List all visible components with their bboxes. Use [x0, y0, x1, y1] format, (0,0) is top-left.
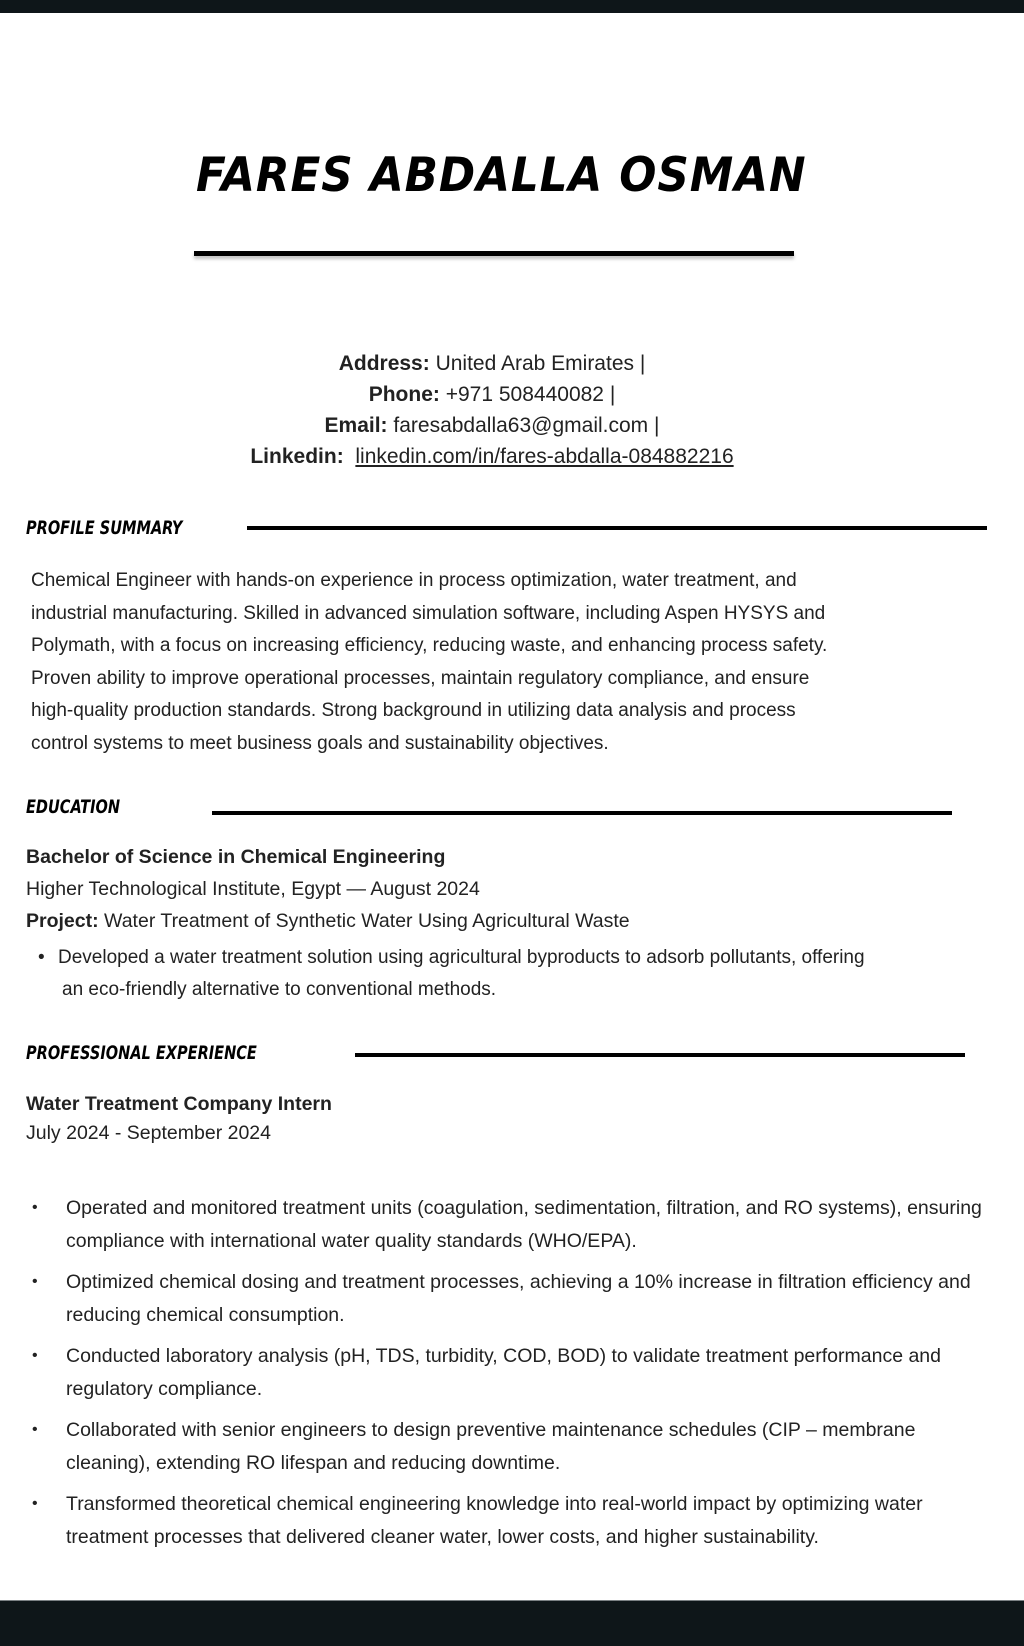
bullet-icon: • [32, 1495, 38, 1512]
contact-address [0, 348, 984, 379]
linkedin-label: Linkedin: [250, 445, 344, 468]
profile-line: Polymath, with a focus on increasing efficiency, reducing waste, and enhancing process safety. [31, 635, 828, 656]
name-underline [194, 251, 794, 256]
phone-label: Phone: [368, 383, 440, 406]
profile-line: control systems to meet business goals and sustainability objectives. [31, 732, 609, 754]
experience-bullet: • Optimized chemical dosing and treatment processes, achieving a 10% increase in filtration efficiency and reducing chemical consumption. [32, 1266, 992, 1331]
linkedin-link[interactable]: linkedin.com/in/fares-abdalla-084882216 [355, 445, 734, 468]
bullet-icon: • [32, 1199, 38, 1216]
phone-value: +971 508440082 | [445, 383, 616, 406]
education-bullet-line: an eco-friendly alternative to conventional methods. [62, 979, 497, 1000]
experience-heading: PROFESSIONAL EXPERIENCE [26, 1042, 257, 1064]
profile-summary-heading: PROFILE SUMMARY [26, 517, 183, 539]
email-value: faresabdalla63@gmail.com | [393, 414, 660, 437]
project-title: Water Treatment of Synthetic Water Using Agricultural Waste [104, 910, 630, 932]
degree: Bachelor of Science in Chemical Engineering [26, 846, 446, 868]
education-bullet-line: Developed a water treatment solution using agricultural byproducts to adsorb pollutants, offering [58, 947, 865, 968]
experience-role-block [26, 1090, 332, 1148]
bullet-icon: • [32, 1273, 38, 1290]
email-label: Email: [324, 414, 388, 437]
education-block [26, 841, 630, 937]
experience-bullet: • Conducted laboratory analysis (pH, TDS, turbidity, COD, BOD) to validate treatment performance and regulatory compliance. [32, 1340, 992, 1405]
education-rule [212, 811, 952, 815]
profile-line: Proven ability to improve operational processes, maintain regulatory compliance, and ensure [31, 667, 810, 689]
address-label: Address: [338, 352, 430, 375]
bullet-icon: • [32, 1421, 38, 1438]
project [26, 905, 630, 937]
experience-bullet: • Transformed theoretical chemical engineering knowledge into real-world impact by optimizing water treatment processes that delivered cleaner water, lower costs, and higher sustainability. [32, 1488, 992, 1553]
institution: Higher Technological Institute, Egypt — August 2024 [26, 878, 480, 900]
profile-line: industrial manufacturing. Skilled in advanced simulation software, including Aspen HYSYS and [31, 602, 826, 624]
bullet-icon: • [38, 947, 45, 968]
profile-line: high-quality production standards. Strong background in utilizing data analysis and process [31, 700, 796, 721]
contact-email [0, 410, 984, 441]
experience-rule [355, 1053, 965, 1057]
experience-bullet: • Collaborated with senior engineers to design preventive maintenance schedules (CIP – membrane cleaning), extending RO lifespan and reducing downtime. [32, 1414, 992, 1479]
contact-block [0, 348, 984, 472]
top-dark-bar [0, 0, 1024, 13]
education-heading: EDUCATION [26, 796, 120, 818]
education-bullet [38, 942, 958, 1006]
experience-bullets [32, 1192, 992, 1562]
contact-linkedin [0, 441, 984, 472]
contact-phone [0, 379, 984, 410]
profile-summary-text [31, 565, 931, 760]
address-value: United Arab Emirates | [435, 352, 646, 375]
profile-line: Chemical Engineer with hands-on experience in process optimization, water treatment, and [31, 570, 797, 591]
experience-bullet: • Operated and monitored treatment units (coagulation, sedimentation, filtration, and RO systems), ensuring compliance with international water quality standards (WHO/EPA). [32, 1192, 992, 1257]
project-label: Project: [26, 910, 99, 932]
profile-summary-rule [247, 526, 987, 530]
bullet-icon: • [32, 1347, 38, 1364]
candidate-name: FARES ABDALLA OSMAN [196, 148, 807, 203]
job-dates: July 2024 - September 2024 [26, 1122, 271, 1144]
job-role: Water Treatment Company Intern [26, 1093, 332, 1115]
bottom-dark-bar [0, 1600, 1024, 1646]
